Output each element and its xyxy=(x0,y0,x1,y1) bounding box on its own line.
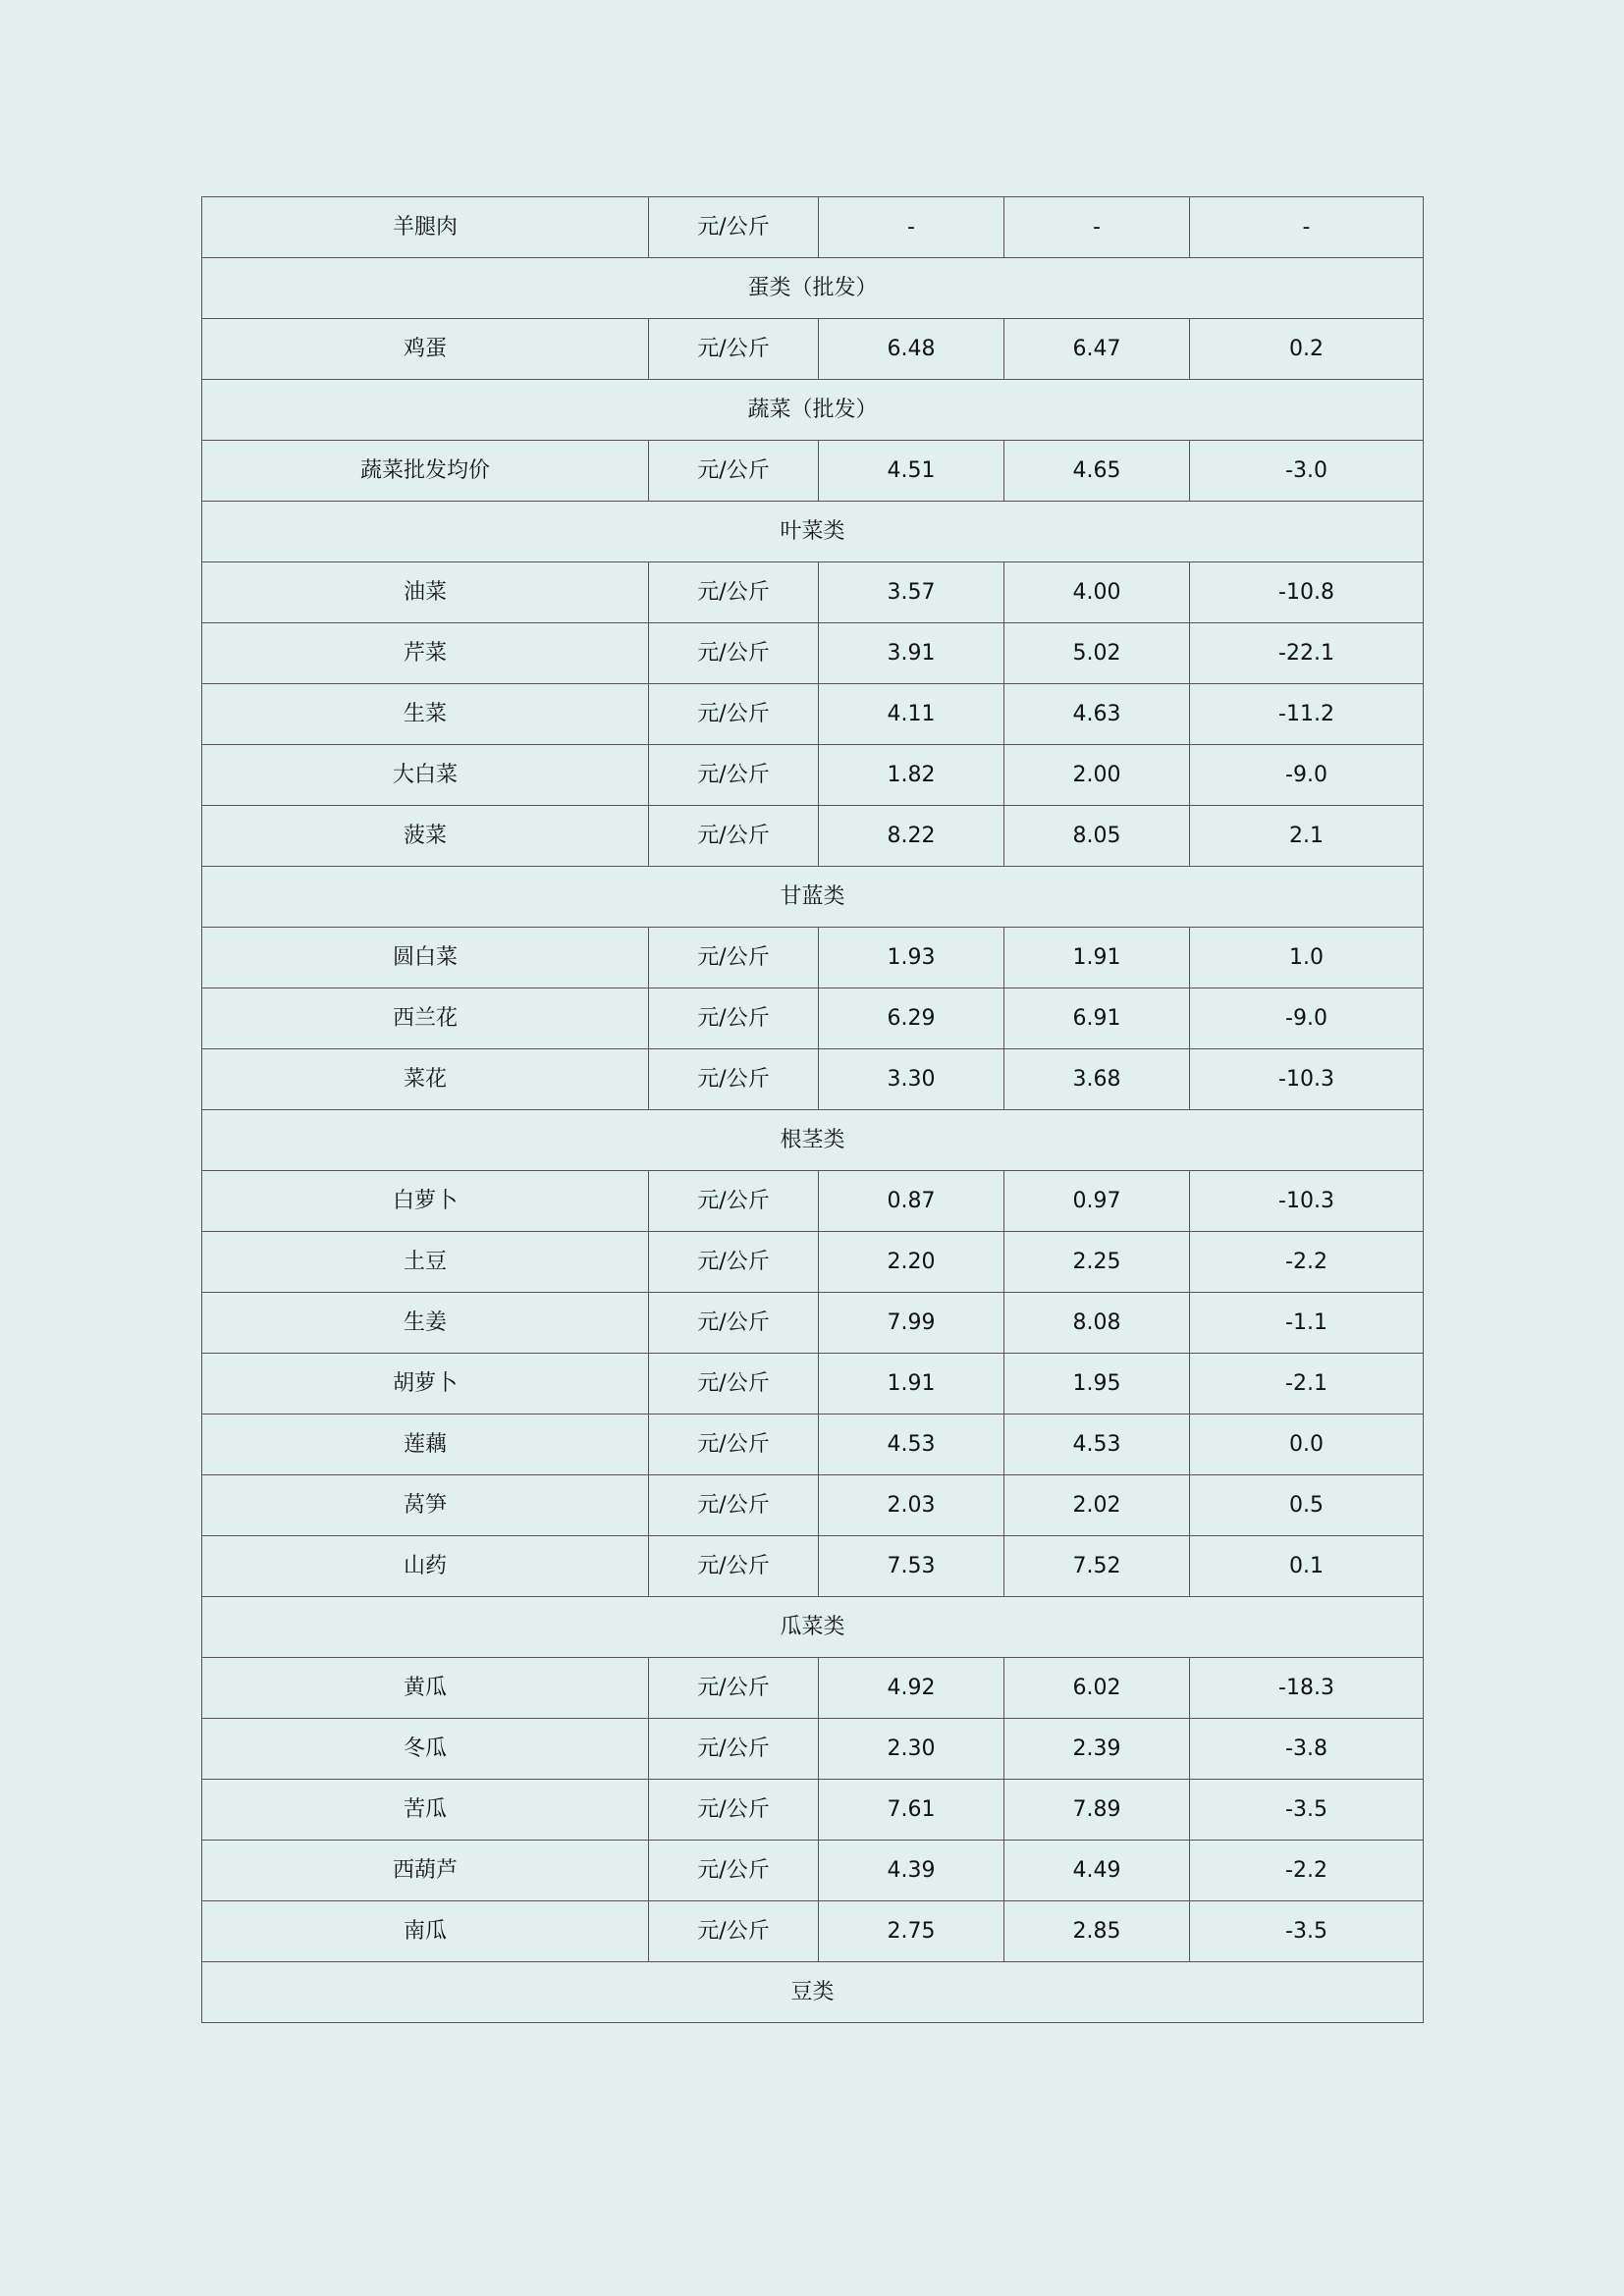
unit-cell: 元/公斤 xyxy=(649,806,819,867)
table-row xyxy=(202,623,1424,684)
unit-cell: 元/公斤 xyxy=(649,1536,819,1597)
unit-cell: 元/公斤 xyxy=(649,1841,819,1901)
change-percent-cell: -10.8 xyxy=(1190,562,1424,623)
item-name-cell: 白萝卜 xyxy=(202,1171,649,1232)
section-row xyxy=(202,502,1424,562)
table-row xyxy=(202,1475,1424,1536)
table-row xyxy=(202,745,1424,806)
current-price-cell: 8.22 xyxy=(819,806,1004,867)
item-name-cell: 芹菜 xyxy=(202,623,649,684)
change-percent-cell: -3.8 xyxy=(1190,1719,1424,1780)
table-row xyxy=(202,1536,1424,1597)
item-name-cell: 蔬菜批发均价 xyxy=(202,441,649,502)
section-title: 瓜菜类 xyxy=(202,1597,1424,1658)
change-percent-cell: 0.2 xyxy=(1190,319,1424,380)
table-row xyxy=(202,562,1424,623)
change-percent-cell: 0.1 xyxy=(1190,1536,1424,1597)
item-name-cell: 山药 xyxy=(202,1536,649,1597)
section-title: 豆类 xyxy=(202,1962,1424,2023)
previous-price-cell: 4.63 xyxy=(1004,684,1190,745)
current-price-cell: 3.57 xyxy=(819,562,1004,623)
item-name-cell: 苦瓜 xyxy=(202,1780,649,1841)
current-price-cell: 3.91 xyxy=(819,623,1004,684)
current-price-cell: 1.91 xyxy=(819,1354,1004,1415)
section-title: 根茎类 xyxy=(202,1110,1424,1171)
previous-price-cell: 3.68 xyxy=(1004,1049,1190,1110)
change-percent-cell: 0.5 xyxy=(1190,1475,1424,1536)
table-row xyxy=(202,988,1424,1049)
change-percent-cell: -3.0 xyxy=(1190,441,1424,502)
change-percent-cell: -2.2 xyxy=(1190,1841,1424,1901)
current-price-cell: 7.61 xyxy=(819,1780,1004,1841)
current-price-cell: 2.03 xyxy=(819,1475,1004,1536)
change-percent-cell: -3.5 xyxy=(1190,1780,1424,1841)
unit-cell: 元/公斤 xyxy=(649,928,819,988)
current-price-cell: 7.53 xyxy=(819,1536,1004,1597)
price-table xyxy=(201,196,1424,2023)
unit-cell: 元/公斤 xyxy=(649,1658,819,1719)
section-row xyxy=(202,1597,1424,1658)
current-price-cell: 1.93 xyxy=(819,928,1004,988)
unit-cell: 元/公斤 xyxy=(649,1293,819,1354)
table-row xyxy=(202,197,1424,258)
item-name-cell: 土豆 xyxy=(202,1232,649,1293)
price-table-body xyxy=(202,197,1424,2023)
current-price-cell: 0.87 xyxy=(819,1171,1004,1232)
current-price-cell: 4.53 xyxy=(819,1415,1004,1475)
change-percent-cell: 2.1 xyxy=(1190,806,1424,867)
unit-cell: 元/公斤 xyxy=(649,319,819,380)
unit-cell: 元/公斤 xyxy=(649,1780,819,1841)
previous-price-cell: - xyxy=(1004,197,1190,258)
item-name-cell: 黄瓜 xyxy=(202,1658,649,1719)
item-name-cell: 生姜 xyxy=(202,1293,649,1354)
table-row xyxy=(202,1841,1424,1901)
change-percent-cell: -22.1 xyxy=(1190,623,1424,684)
previous-price-cell: 4.49 xyxy=(1004,1841,1190,1901)
previous-price-cell: 2.00 xyxy=(1004,745,1190,806)
current-price-cell: 3.30 xyxy=(819,1049,1004,1110)
previous-price-cell: 4.53 xyxy=(1004,1415,1190,1475)
change-percent-cell: - xyxy=(1190,197,1424,258)
table-row xyxy=(202,1719,1424,1780)
change-percent-cell: -18.3 xyxy=(1190,1658,1424,1719)
previous-price-cell: 6.91 xyxy=(1004,988,1190,1049)
section-row xyxy=(202,1110,1424,1171)
item-name-cell: 生菜 xyxy=(202,684,649,745)
table-row xyxy=(202,928,1424,988)
change-percent-cell: -2.2 xyxy=(1190,1232,1424,1293)
unit-cell: 元/公斤 xyxy=(649,1232,819,1293)
current-price-cell: 4.11 xyxy=(819,684,1004,745)
item-name-cell: 圆白菜 xyxy=(202,928,649,988)
item-name-cell: 大白菜 xyxy=(202,745,649,806)
section-row xyxy=(202,258,1424,319)
change-percent-cell: 1.0 xyxy=(1190,928,1424,988)
previous-price-cell: 2.39 xyxy=(1004,1719,1190,1780)
change-percent-cell: -9.0 xyxy=(1190,745,1424,806)
change-percent-cell: -11.2 xyxy=(1190,684,1424,745)
change-percent-cell: -2.1 xyxy=(1190,1354,1424,1415)
unit-cell: 元/公斤 xyxy=(649,562,819,623)
section-row xyxy=(202,380,1424,441)
section-title: 甘蓝类 xyxy=(202,867,1424,928)
previous-price-cell: 4.65 xyxy=(1004,441,1190,502)
table-row xyxy=(202,441,1424,502)
change-percent-cell: 0.0 xyxy=(1190,1415,1424,1475)
item-name-cell: 冬瓜 xyxy=(202,1719,649,1780)
section-title: 蛋类（批发） xyxy=(202,258,1424,319)
previous-price-cell: 4.00 xyxy=(1004,562,1190,623)
section-title: 叶菜类 xyxy=(202,502,1424,562)
current-price-cell: 4.39 xyxy=(819,1841,1004,1901)
table-row xyxy=(202,319,1424,380)
previous-price-cell: 8.08 xyxy=(1004,1293,1190,1354)
item-name-cell: 油菜 xyxy=(202,562,649,623)
current-price-cell: 4.51 xyxy=(819,441,1004,502)
table-row xyxy=(202,1293,1424,1354)
unit-cell: 元/公斤 xyxy=(649,1415,819,1475)
change-percent-cell: -3.5 xyxy=(1190,1901,1424,1962)
unit-cell: 元/公斤 xyxy=(649,441,819,502)
unit-cell: 元/公斤 xyxy=(649,1475,819,1536)
table-row xyxy=(202,1780,1424,1841)
item-name-cell: 西兰花 xyxy=(202,988,649,1049)
previous-price-cell: 0.97 xyxy=(1004,1171,1190,1232)
previous-price-cell: 1.95 xyxy=(1004,1354,1190,1415)
unit-cell: 元/公斤 xyxy=(649,623,819,684)
current-price-cell: 7.99 xyxy=(819,1293,1004,1354)
previous-price-cell: 8.05 xyxy=(1004,806,1190,867)
item-name-cell: 莴笋 xyxy=(202,1475,649,1536)
current-price-cell: 2.20 xyxy=(819,1232,1004,1293)
current-price-cell: 2.30 xyxy=(819,1719,1004,1780)
table-row xyxy=(202,1049,1424,1110)
item-name-cell: 鸡蛋 xyxy=(202,319,649,380)
section-title: 蔬菜（批发） xyxy=(202,380,1424,441)
previous-price-cell: 1.91 xyxy=(1004,928,1190,988)
unit-cell: 元/公斤 xyxy=(649,1354,819,1415)
current-price-cell: 4.92 xyxy=(819,1658,1004,1719)
previous-price-cell: 2.25 xyxy=(1004,1232,1190,1293)
previous-price-cell: 7.52 xyxy=(1004,1536,1190,1597)
table-row xyxy=(202,806,1424,867)
current-price-cell: 6.29 xyxy=(819,988,1004,1049)
unit-cell: 元/公斤 xyxy=(649,745,819,806)
item-name-cell: 胡萝卜 xyxy=(202,1354,649,1415)
unit-cell: 元/公斤 xyxy=(649,197,819,258)
unit-cell: 元/公斤 xyxy=(649,684,819,745)
current-price-cell: - xyxy=(819,197,1004,258)
current-price-cell: 2.75 xyxy=(819,1901,1004,1962)
change-percent-cell: -10.3 xyxy=(1190,1171,1424,1232)
table-row xyxy=(202,1658,1424,1719)
item-name-cell: 菜花 xyxy=(202,1049,649,1110)
table-row xyxy=(202,1232,1424,1293)
change-percent-cell: -10.3 xyxy=(1190,1049,1424,1110)
previous-price-cell: 2.85 xyxy=(1004,1901,1190,1962)
previous-price-cell: 7.89 xyxy=(1004,1780,1190,1841)
previous-price-cell: 6.02 xyxy=(1004,1658,1190,1719)
item-name-cell: 南瓜 xyxy=(202,1901,649,1962)
item-name-cell: 西葫芦 xyxy=(202,1841,649,1901)
section-row xyxy=(202,867,1424,928)
current-price-cell: 1.82 xyxy=(819,745,1004,806)
previous-price-cell: 5.02 xyxy=(1004,623,1190,684)
table-row xyxy=(202,1901,1424,1962)
item-name-cell: 莲藕 xyxy=(202,1415,649,1475)
unit-cell: 元/公斤 xyxy=(649,1171,819,1232)
item-name-cell: 羊腿肉 xyxy=(202,197,649,258)
unit-cell: 元/公斤 xyxy=(649,988,819,1049)
table-row xyxy=(202,1354,1424,1415)
previous-price-cell: 6.47 xyxy=(1004,319,1190,380)
table-row xyxy=(202,1415,1424,1475)
table-row xyxy=(202,1171,1424,1232)
current-price-cell: 6.48 xyxy=(819,319,1004,380)
change-percent-cell: -1.1 xyxy=(1190,1293,1424,1354)
unit-cell: 元/公斤 xyxy=(649,1901,819,1962)
previous-price-cell: 2.02 xyxy=(1004,1475,1190,1536)
item-name-cell: 菠菜 xyxy=(202,806,649,867)
unit-cell: 元/公斤 xyxy=(649,1049,819,1110)
unit-cell: 元/公斤 xyxy=(649,1719,819,1780)
change-percent-cell: -9.0 xyxy=(1190,988,1424,1049)
section-row xyxy=(202,1962,1424,2023)
table-row xyxy=(202,684,1424,745)
